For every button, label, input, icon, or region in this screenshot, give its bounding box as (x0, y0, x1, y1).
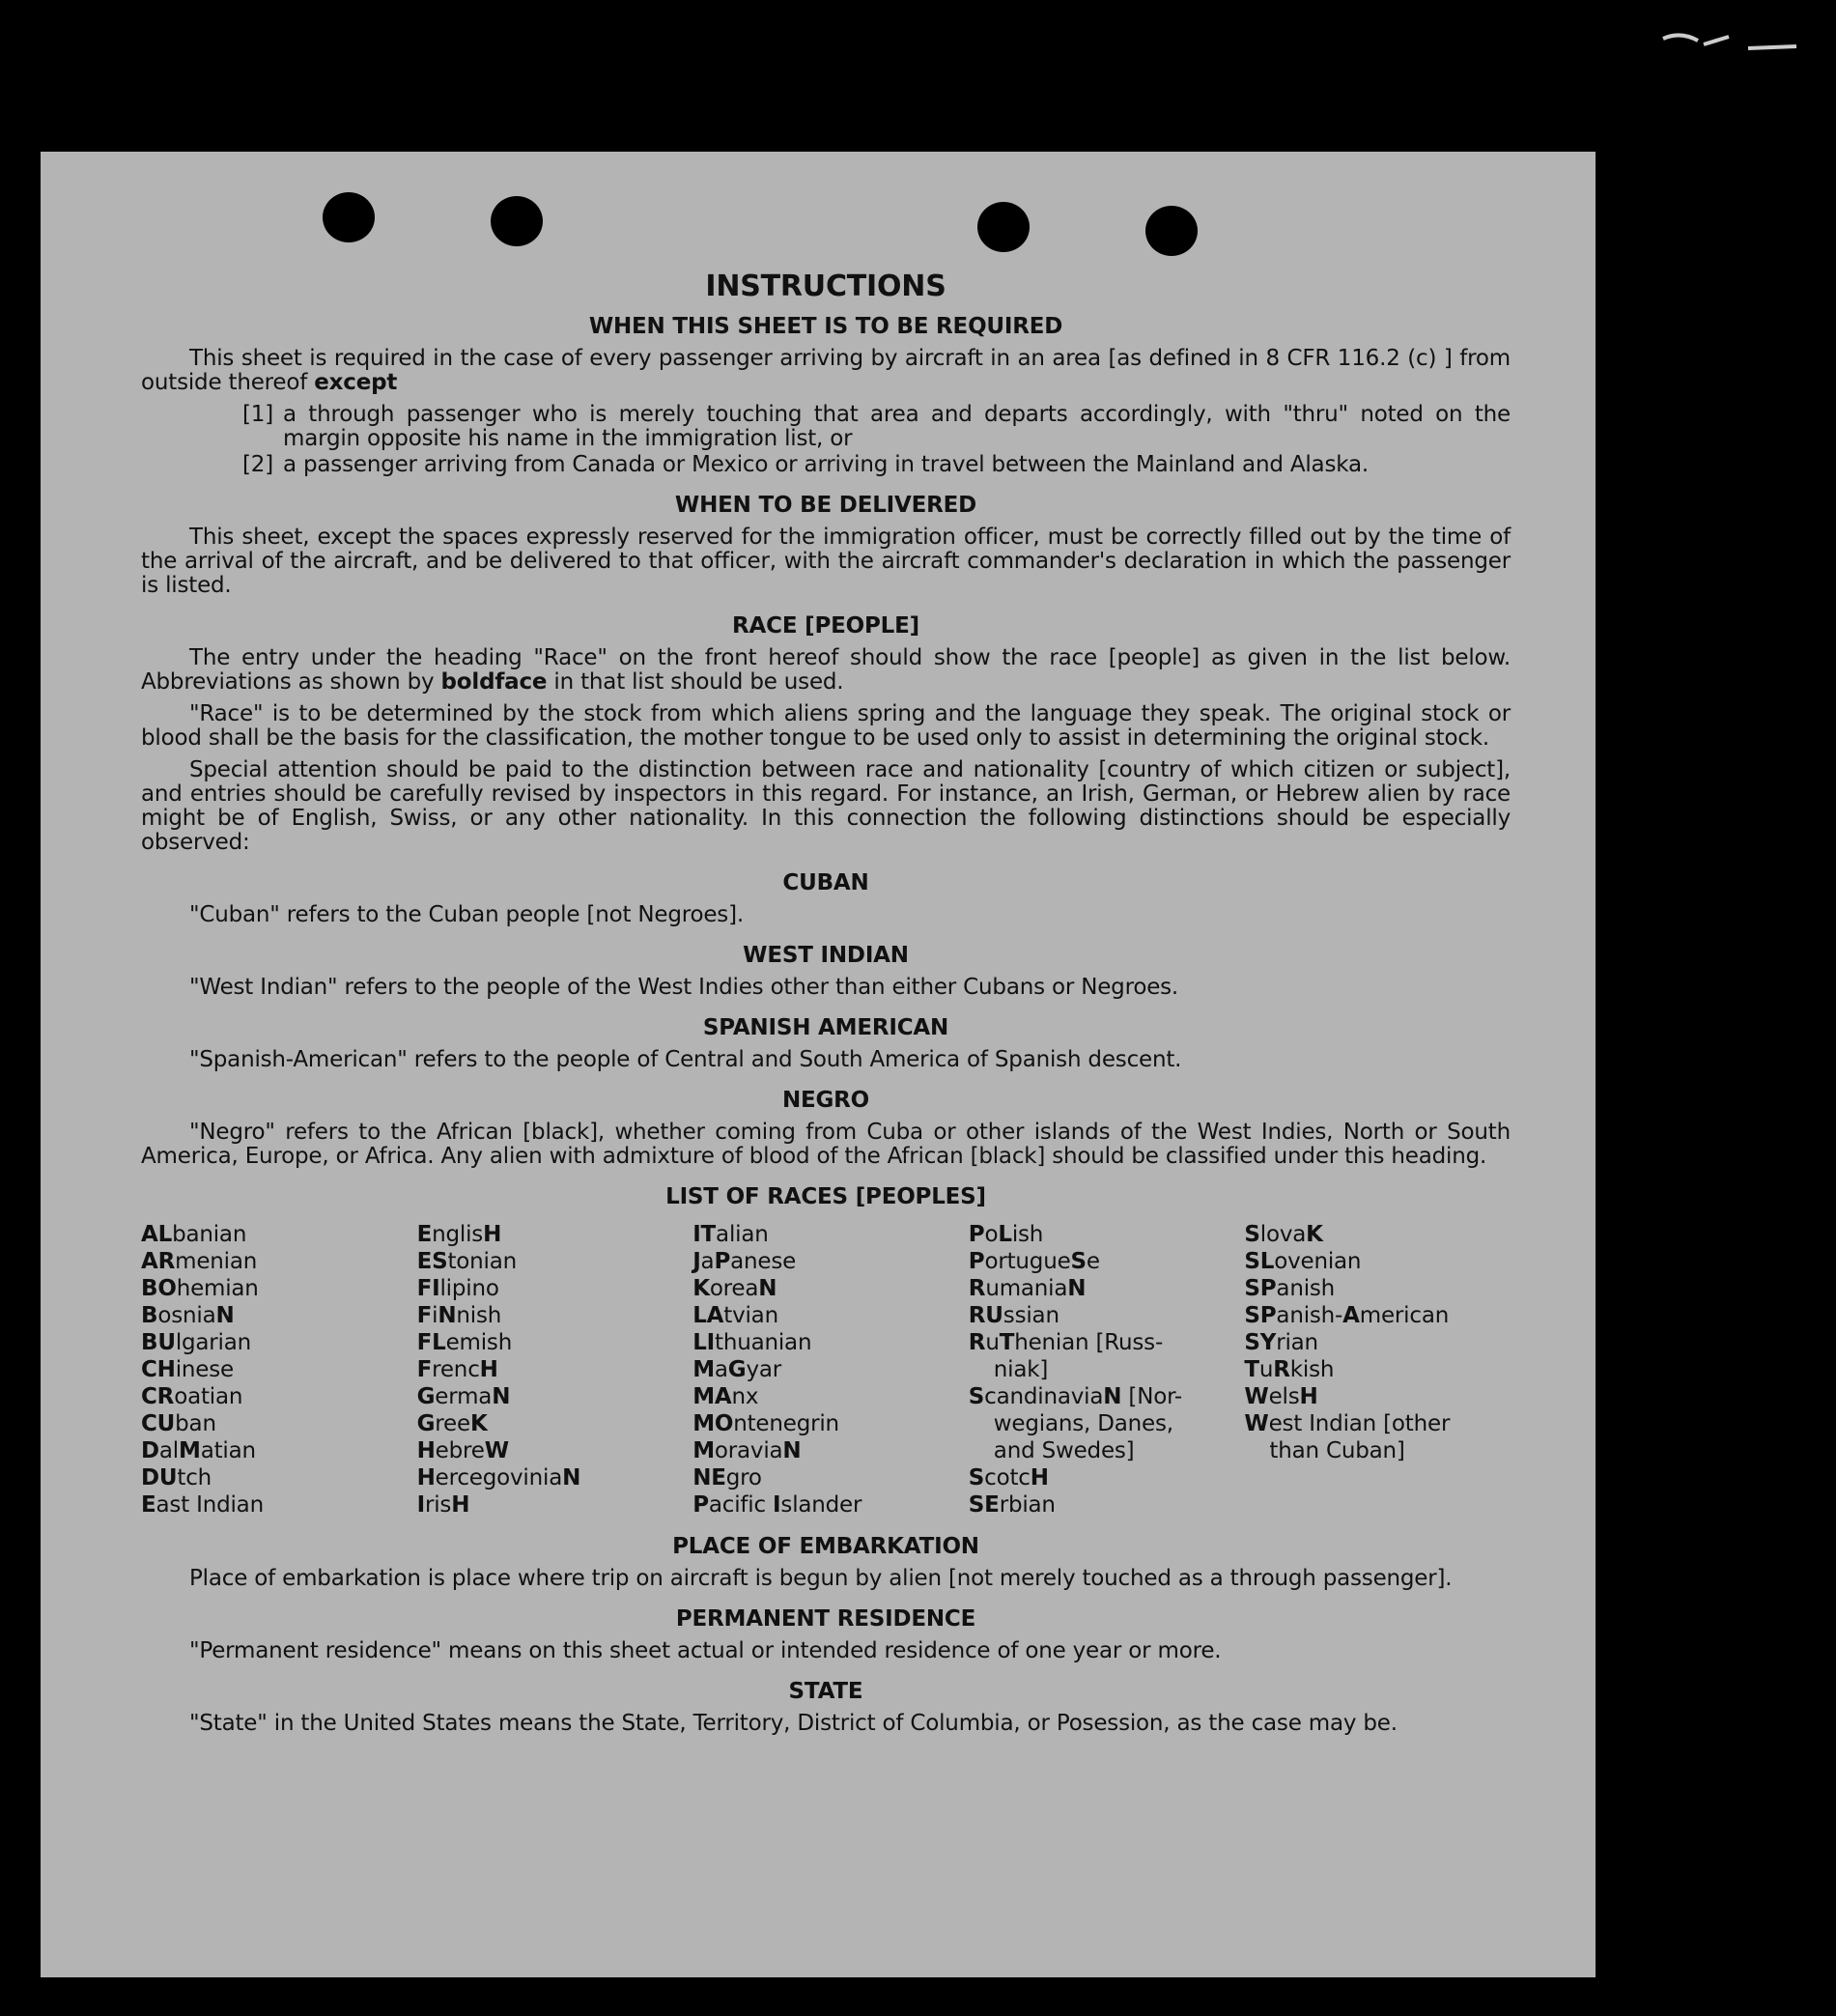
race-text: erma (435, 1384, 493, 1409)
race-entry (969, 1329, 1235, 1356)
race-entry (141, 1383, 408, 1410)
heading-race: RACE [PEOPLE] (732, 613, 919, 639)
race-text: niak] (993, 1357, 1049, 1382)
race-entry (692, 1356, 959, 1383)
race-text: lipino (439, 1276, 499, 1301)
race-p1-boldface: boldface (440, 669, 548, 695)
race-abbrev: P (968, 1249, 985, 1274)
when-required-list (141, 403, 1511, 477)
race-abbrev: N (492, 1384, 511, 1409)
race-abbrev: H (483, 1222, 502, 1247)
race-abbrev: SL (1244, 1249, 1275, 1274)
punch-hole (1145, 206, 1198, 256)
race-text: acific (708, 1492, 774, 1518)
race-text: oravia (714, 1438, 783, 1463)
race-entry (141, 1221, 408, 1248)
race-entry (969, 1302, 1235, 1329)
race-entry (692, 1491, 959, 1519)
race-abbrev: G (727, 1357, 747, 1382)
punch-hole (323, 192, 375, 242)
race-abbrev: N (782, 1438, 802, 1463)
race-text: tonian (447, 1249, 518, 1274)
race-abbrev: BO (141, 1276, 177, 1301)
race-text: ris (424, 1492, 452, 1518)
race-text: slander (780, 1492, 862, 1518)
race-abbrev: W (1244, 1411, 1269, 1436)
race-text: wegians, Danes, (993, 1411, 1173, 1436)
race-text: nx (731, 1384, 759, 1409)
race-entry (692, 1464, 959, 1491)
race-abbrev: L (998, 1222, 1012, 1247)
race-text: ban (175, 1411, 216, 1436)
race-text: kish (1289, 1357, 1335, 1382)
race-text: candinavia (984, 1384, 1104, 1409)
race-abbrev: RU (968, 1303, 1003, 1328)
race-paragraph-3: Special attention should be paid to the distinction between race and nationality [country of which citizen or subject], and entries should be carefully revised by inspectors in this regard. For instance, an Irish, German, or Hebrew alien by race might be of English, Swiss, or any other nationality. In this connection the following distinctions should be especially observed: (141, 757, 1511, 855)
race-text: alian (716, 1222, 769, 1247)
race-abbrev: NE (692, 1465, 726, 1491)
race-abbrev: R (968, 1330, 986, 1355)
race-entry (692, 1275, 959, 1302)
race-abbrev: I (773, 1492, 781, 1518)
embarkation-text: Place of embarkation is place where trip on aircraft is begun by alien [not merely touched as a through passenger]. (189, 1566, 1453, 1591)
heading-list-of-races: LIST OF RACES [PEOPLES] (665, 1184, 986, 1209)
race-abbrev: S (968, 1384, 985, 1409)
race-abbrev: CU (141, 1411, 176, 1436)
negro-text: "Negro" refers to the African [black], whether coming from Cuba or other islands of the West Indies, North or South America, Europe, or Africa. Any alien with admixture of blood of the African [black] should be classified under this heading. (141, 1120, 1511, 1169)
race-column (1244, 1221, 1511, 1519)
heading-permanent-residence: PERMANENT RESIDENCE (675, 1606, 976, 1632)
race-paragraph-1 (141, 646, 1511, 695)
race-entry (141, 1356, 408, 1383)
heading-when-required: WHEN THIS SHEET IS TO BE REQUIRED (588, 314, 1063, 339)
race-abbrev: G (416, 1384, 436, 1409)
race-abbrev: N (562, 1465, 581, 1491)
race-abbrev: H (451, 1492, 470, 1518)
race-abbrev: FI (416, 1276, 440, 1301)
race-entry (417, 1302, 684, 1329)
race-abbrev: F (416, 1357, 433, 1382)
state-text: "State" in the United States means the State, Territory, District of Columbia, or Posession, as the case may be. (189, 1711, 1398, 1736)
race-text: henian [Russ- (1014, 1330, 1164, 1355)
when-required-item (242, 453, 1511, 477)
race-text: ebre (435, 1438, 485, 1463)
race-abbrev: E (141, 1492, 156, 1518)
race-abbrev: CR (141, 1384, 175, 1409)
race-entry (692, 1329, 959, 1356)
race-abbrev: M (179, 1438, 201, 1463)
race-entry (692, 1383, 959, 1410)
race-abbrev: H (479, 1357, 498, 1382)
race-paragraph-2: "Race" is to be determined by the stock from which aliens spring and the language they speak. The original stock or blood shall be the basis for the classification, the mother tongue to be used only to assist in determining the original stock. (141, 701, 1511, 751)
race-abbrev: H (1299, 1384, 1318, 1409)
heading-spanish-american: SPANISH AMERICAN (702, 1015, 949, 1040)
race-abbrev: MA (692, 1384, 732, 1409)
race-text: oatian (174, 1384, 243, 1409)
race-text: [Nor- (1121, 1384, 1182, 1409)
race-abbrev: IT (692, 1222, 717, 1247)
race-abbrev: SP (1244, 1303, 1277, 1328)
race-entry (969, 1464, 1235, 1491)
heading-when-delivered: WHEN TO BE DELIVERED (674, 493, 977, 518)
cuban-text: "Cuban" refers to the Cuban people [not Negroes]. (189, 902, 744, 927)
race-text: anese (730, 1249, 797, 1274)
race-text: orea (709, 1276, 759, 1301)
when-delivered-text: This sheet, except the spaces expressly reserved for the immigration officer, must be correctly filled out by the time of the arrival of the aircraft, and be delivered to that officer, with the aircraft commander's declaration in which the passenger is listed. (141, 525, 1511, 598)
race-text: els (1268, 1384, 1300, 1409)
race-entry (969, 1221, 1235, 1248)
race-entry (969, 1383, 1235, 1410)
race-abbrev: T (1244, 1357, 1259, 1382)
race-text: merican (1359, 1303, 1450, 1328)
race-abbrev: I (416, 1492, 425, 1518)
race-abbrev: H (416, 1465, 436, 1491)
list-item-number: [1] (242, 402, 273, 427)
race-abbrev: BU (141, 1330, 176, 1355)
race-abbrev: M (692, 1357, 715, 1382)
race-entry (692, 1221, 959, 1248)
races-list (141, 1221, 1511, 1519)
race-text: a (714, 1357, 728, 1382)
race-text: hemian (176, 1276, 259, 1301)
race-entry (141, 1302, 408, 1329)
race-entry (1244, 1329, 1511, 1356)
race-text: thuanian (715, 1330, 812, 1355)
race-abbrev: E (416, 1222, 433, 1247)
race-text: osnia (157, 1303, 216, 1328)
race-entry (141, 1410, 408, 1437)
race-text: than Cuban] (1269, 1438, 1405, 1463)
race-text: o (984, 1222, 999, 1247)
race-abbrev: N (1103, 1384, 1122, 1409)
race-abbrev: CH (141, 1357, 176, 1382)
race-entry (141, 1491, 408, 1519)
heading-state: STATE (788, 1679, 863, 1704)
race-text: ish (1011, 1222, 1044, 1247)
race-column (417, 1221, 684, 1519)
race-entry (141, 1464, 408, 1491)
race-p1-after: in that list should be used. (547, 669, 844, 695)
race-entry (1244, 1383, 1511, 1410)
race-entry (417, 1221, 684, 1248)
heading-negro: NEGRO (781, 1088, 870, 1113)
list-item-text: a through passenger who is merely touching that area and departs accordingly, with "thru" noted on the margin opposite his name in the immigration list, or (283, 402, 1511, 451)
race-entry (969, 1410, 1235, 1437)
race-abbrev: N (215, 1303, 235, 1328)
race-abbrev: MO (692, 1411, 734, 1436)
heading-embarkation: PLACE OF EMBARKATION (672, 1534, 979, 1559)
race-text: anish (1276, 1276, 1336, 1301)
scan-mark (1661, 27, 1806, 56)
race-text: e (1086, 1249, 1100, 1274)
race-entry (1244, 1302, 1511, 1329)
race-abbrev: H (416, 1438, 436, 1463)
race-text: lova (1259, 1222, 1307, 1247)
list-item-number: [2] (242, 452, 273, 477)
race-text: yar (746, 1357, 782, 1382)
race-text: ast Indian (155, 1492, 264, 1518)
race-abbrev: K (692, 1276, 710, 1301)
race-abbrev: N (438, 1303, 457, 1328)
race-entry (969, 1248, 1235, 1275)
scan-mark-icon (1661, 27, 1806, 56)
race-abbrev: G (416, 1411, 436, 1436)
race-p1-before: The entry under the heading "Race" on the front hereof should show the race [people] as given in the list below. Abbreviations as shown by (141, 645, 1511, 695)
race-entry (969, 1491, 1235, 1519)
race-entry (141, 1329, 408, 1356)
race-text: ovenian (1274, 1249, 1362, 1274)
race-text: est Indian [other (1268, 1411, 1451, 1436)
when-required-intro-text: This sheet is required in the case of every passenger arriving by aircraft in an area [as defined in 8 CFR 116.2 (c) ] from outside thereof (141, 346, 1511, 395)
race-abbrev: P (692, 1492, 709, 1518)
document-title: INSTRUCTIONS (705, 270, 946, 303)
race-entry (417, 1356, 684, 1383)
race-text: rbian (999, 1492, 1056, 1518)
race-entry (141, 1275, 408, 1302)
race-text: inese (175, 1357, 234, 1382)
race-abbrev: K (469, 1411, 488, 1436)
race-text: umania (985, 1276, 1068, 1301)
race-column (141, 1221, 408, 1519)
race-text: tvian (723, 1303, 778, 1328)
race-text: banian (172, 1222, 247, 1247)
when-required-intro (141, 347, 1511, 395)
race-abbrev: N (758, 1276, 777, 1301)
race-text: ssian (1003, 1303, 1059, 1328)
race-abbrev: B (141, 1303, 158, 1328)
race-entry (141, 1437, 408, 1464)
race-text: atian (200, 1438, 256, 1463)
race-text: and Swedes] (993, 1438, 1135, 1463)
race-abbrev: H (1030, 1465, 1049, 1491)
race-abbrev: S (1070, 1249, 1087, 1274)
race-abbrev: LI (692, 1330, 716, 1355)
race-text: menian (175, 1249, 258, 1274)
race-text: anish- (1276, 1303, 1343, 1328)
race-text: u (985, 1330, 1000, 1355)
race-abbrev: AR (141, 1249, 176, 1274)
race-text: ree (435, 1411, 470, 1436)
race-text: a (700, 1249, 715, 1274)
when-required-except: except (314, 370, 398, 395)
race-entry (141, 1248, 408, 1275)
race-text: al (158, 1438, 179, 1463)
race-entry (417, 1437, 684, 1464)
race-text: ortugue (984, 1249, 1071, 1274)
race-abbrev: N (1067, 1276, 1087, 1301)
race-abbrev: F (416, 1303, 433, 1328)
punch-hole (977, 202, 1030, 252)
instruction-sheet (41, 152, 1596, 1977)
race-abbrev: D (141, 1438, 159, 1463)
race-entry (417, 1491, 684, 1519)
race-abbrev: R (968, 1276, 986, 1301)
race-text: nish (456, 1303, 502, 1328)
race-entry (969, 1275, 1235, 1302)
spanish-american-text: "Spanish-American" refers to the people of Central and South America of Spanish descent. (189, 1047, 1182, 1072)
race-entry (417, 1410, 684, 1437)
race-entry (417, 1275, 684, 1302)
race-abbrev: A (1342, 1303, 1360, 1328)
race-entry (1244, 1221, 1511, 1248)
race-text: cotc (984, 1465, 1031, 1491)
race-abbrev: FL (416, 1330, 446, 1355)
race-text: emish (445, 1330, 513, 1355)
race-abbrev: T (999, 1330, 1015, 1355)
heading-cuban: CUBAN (782, 870, 869, 895)
race-column (692, 1221, 959, 1519)
race-abbrev: S (968, 1465, 985, 1491)
race-entry (1244, 1356, 1511, 1383)
race-text: gro (725, 1465, 762, 1491)
sheet-content (141, 270, 1511, 1744)
race-abbrev: SP (1244, 1276, 1277, 1301)
race-entry (969, 1356, 1235, 1383)
race-entry (692, 1410, 959, 1437)
race-entry (692, 1437, 959, 1464)
race-entry (692, 1248, 959, 1275)
race-text: u (1258, 1357, 1274, 1382)
race-abbrev: SE (968, 1492, 1000, 1518)
race-entry (1244, 1437, 1511, 1464)
race-text: lgarian (175, 1330, 252, 1355)
west-indian-text: "West Indian" refers to the people of the West Indies other than either Cubans or Negroes. (189, 975, 1179, 1000)
race-abbrev: SY (1244, 1330, 1277, 1355)
punch-hole (491, 196, 543, 246)
when-required-item (242, 403, 1511, 451)
permanent-residence-text: "Permanent residence" means on this sheet actual or intended residence of one year or more. (189, 1638, 1222, 1663)
race-entry (417, 1248, 684, 1275)
race-abbrev: J (692, 1249, 701, 1274)
race-entry (417, 1329, 684, 1356)
race-abbrev: P (714, 1249, 731, 1274)
race-abbrev: R (1273, 1357, 1290, 1382)
race-text: renc (432, 1357, 480, 1382)
race-text: rian (1276, 1330, 1318, 1355)
race-abbrev: AL (141, 1222, 173, 1247)
list-item-text: a passenger arriving from Canada or Mexico or arriving in travel between the Mainland and Alaska. (283, 452, 1369, 477)
race-entry (1244, 1275, 1511, 1302)
race-abbrev: ES (416, 1249, 448, 1274)
race-abbrev: W (484, 1438, 509, 1463)
race-abbrev: DU (141, 1465, 178, 1491)
race-entry (417, 1464, 684, 1491)
race-abbrev: LA (692, 1303, 724, 1328)
race-entry (692, 1302, 959, 1329)
race-text: ntenegrin (733, 1411, 839, 1436)
race-text: ercegovinia (435, 1465, 563, 1491)
race-entry (417, 1383, 684, 1410)
race-abbrev: M (692, 1438, 715, 1463)
race-entry (1244, 1248, 1511, 1275)
race-entry (969, 1437, 1235, 1464)
race-text: tch (177, 1465, 212, 1491)
race-abbrev: P (968, 1222, 985, 1247)
race-text: i (432, 1303, 438, 1328)
race-abbrev: K (1306, 1222, 1323, 1247)
heading-west-indian: WEST INDIAN (743, 943, 909, 968)
race-abbrev: S (1244, 1222, 1260, 1247)
race-text: nglis (432, 1222, 484, 1247)
race-entry (1244, 1410, 1511, 1437)
race-abbrev: W (1244, 1384, 1269, 1409)
race-column (969, 1221, 1235, 1519)
